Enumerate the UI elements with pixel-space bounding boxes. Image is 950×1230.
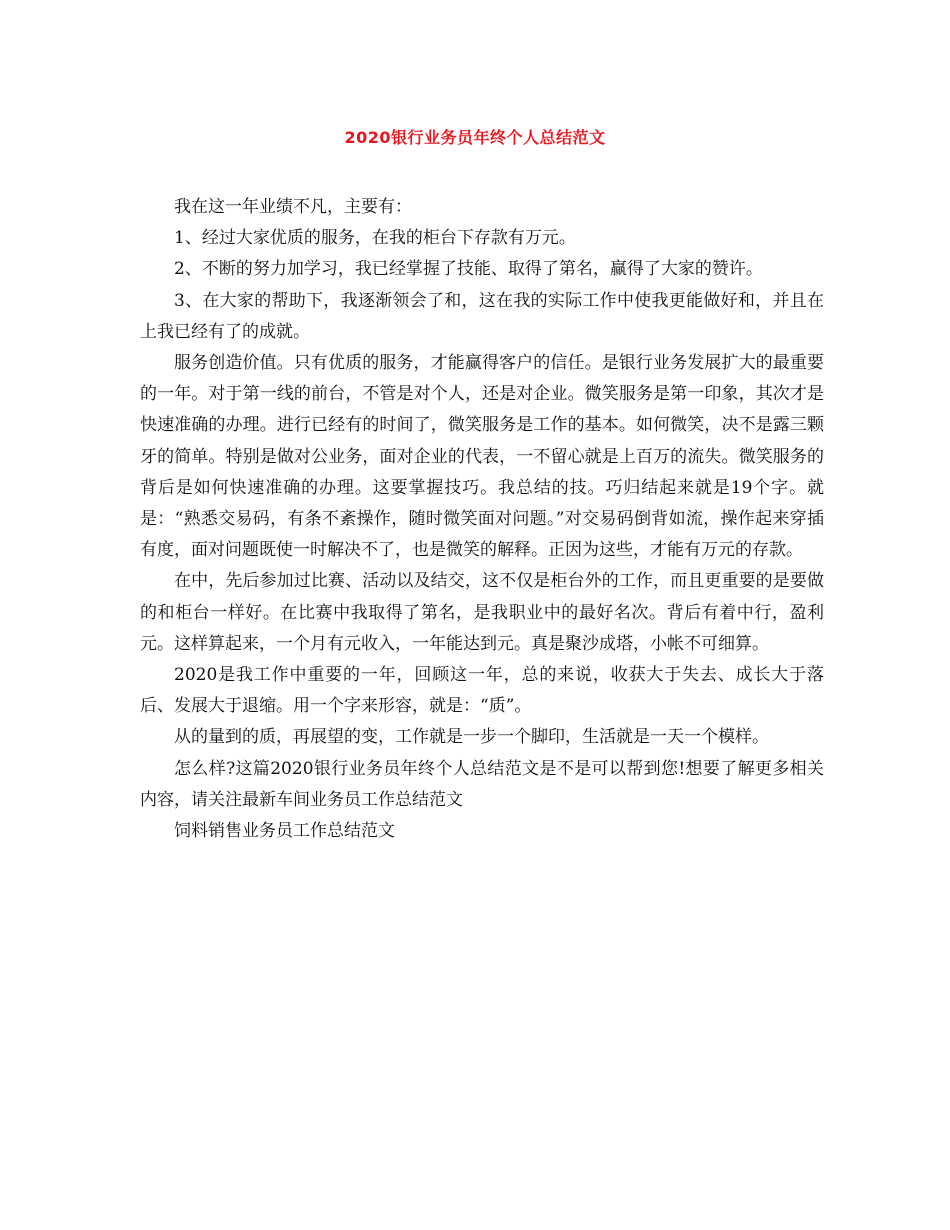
- document-body: [140, 192, 824, 847]
- paragraph: 1、经过大家优质的服务，在我的柜台下存款有万元。: [174, 228, 576, 249]
- paragraph: 在中，先后参加过比赛、活动以及结交，这不仅是柜台外的工作，而且更重要的是要做的和柜台一样好。在比赛中我取得了第名，是我职业中的最好名次。背后有着中行，盈利元。这样算起来，一个月有元收入，一年能达到元。真是聚沙成塔，小帐不可细算。: [140, 571, 824, 654]
- paragraph: 服务创造价值。只有优质的服务，才能赢得客户的信任。是银行业务发展扩大的最重要的一年。对于第一线的前台，不管是对个人，还是对企业。微笑服务是第一印象，其次才是快速准确的办理。进行已经有的时间了，微笑服务是工作的基本。如何微笑，决不是露三颗牙的简单。特别是做对公业务，面对企业的代表，一不留心就是上百万的流失。微笑服务的背后是如何快速准确的办理。这要掌握技巧。我总结的技。巧归结起来就是19个字。就是：“熟悉交易码，有条不紊操作，随时微笑面对问题。”对交易码倒背如流，操作起来穿插有度，面对问题既使一时解决不了，也是微笑的解释。正因为这些，才能有万元的存款。: [140, 353, 824, 561]
- paragraph-related-link: 怎么样?这篇2020银行业务员年终个人总结范文是不是可以帮到您!想要了解更多相关内容，请关注最新车间业务员工作总结范文: [140, 758, 824, 810]
- document-title: 2020银行业务员年终个人总结范文: [344, 128, 606, 147]
- paragraph: 3、在大家的帮助下，我逐渐领会了和，这在我的实际工作中使我更能做好和，并且在上我已经有了的成就。: [140, 290, 824, 342]
- paragraph: 我在这一年业绩不凡，主要有：: [174, 197, 412, 217]
- paragraph: 从的量到的质，再展望的变，工作就是一步一个脚印，生活就是一天一个模样。: [174, 727, 769, 748]
- paragraph: 2、不断的努力加学习，我已经掌握了技能、取得了第名，赢得了大家的赞许。: [174, 259, 763, 280]
- related-article-link[interactable]: 饲料销售业务员工作总结范文: [174, 821, 395, 842]
- paragraph: 2020是我工作中重要的一年，回顾这一年，总的来说，收获大于失去、成长大于落后、发展大于退缩。用一个字来形容，就是：“质”。: [140, 665, 824, 717]
